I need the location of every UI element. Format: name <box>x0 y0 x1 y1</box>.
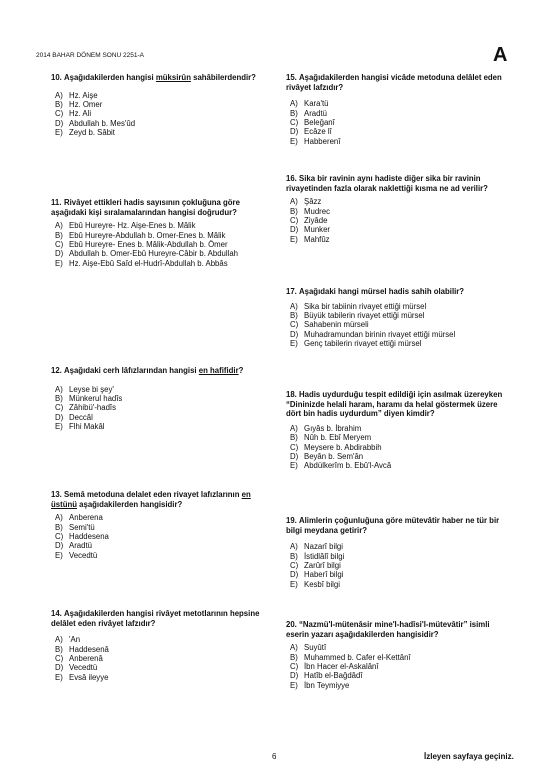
option-a[interactable]: A) Anberena <box>55 513 103 523</box>
exam-header: 2014 BAHAR DÖNEM SONU 2251-A <box>36 52 145 59</box>
option-c[interactable]: C) Haddesena <box>55 532 109 541</box>
option-d[interactable]: D) Munker <box>290 225 330 235</box>
option-b[interactable]: B) İstidlâlî bilgi <box>290 551 345 561</box>
option-c[interactable]: C) İbn Hacer el-Askalânî <box>290 662 379 671</box>
question-11: 11. Rivâyet ettikleri hadis sayısının çokluğuna göre aşağıdaki kişi sıralamalarından hangisi doğrudur? A) Ebû Hureyre- Hz. Aişe-Enes b. Mâlik B) Ebû Hureyre-Abdullah b. Omer-Enes b. Mâlik C) Ebû Hureyre- Enes b. Mâlik-Abdullah b. Ömer D) Abdullah b. Omer-Ebû Hureyre-Câbir b. Abdullah E) Hz. Aişe-Ebû Saîd el-Hudrî-Abdullah b. Abbâs <box>51 198 273 268</box>
next-page-note: İzleyen sayfaya geçiniz. <box>424 752 514 761</box>
question-12: 12. Aşağıdaki cerh lâfızlarından hangisi en hafifidir? A) Leyse bi şey' B) Münkerul hadîs C) Zâhibü'-hadîs D) Deccâl E) Flhi Makâl <box>51 366 273 432</box>
option-c[interactable]: C) Beleğanî <box>290 118 335 127</box>
option-b[interactable]: B) Muhammed b. Cafer el-Kettânî <box>290 652 411 662</box>
option-a[interactable]: A) Ebû Hureyre- Hz. Aişe-Enes b. Mâlik <box>55 221 196 231</box>
option-a[interactable]: A) Gıyâs b. İbrahim <box>290 423 362 433</box>
option-d[interactable]: D) Haberî bilgi <box>290 570 344 580</box>
option-b[interactable]: B) Haddesenâ <box>55 644 109 654</box>
option-a[interactable]: A) Hz. Aişe <box>55 90 98 100</box>
option-e[interactable]: E) Mahfûz <box>290 234 330 244</box>
option-a[interactable]: A) Nazarî bilgi <box>290 542 343 552</box>
question-14: 14. Aşağıdakilerden hangisi rivâyet metotlarının hepsine delâlet eden rivâyet lafzıdır? A) 'An B) Haddesenâ C) Anberenâ D) Vecedtü E) Evsâ ileyye <box>51 609 273 682</box>
option-b[interactable]: B) Semi'tü <box>55 522 95 532</box>
option-e[interactable]: E) Flhi Makâl <box>55 422 105 432</box>
question-13: 13. Semâ metoduna delalet eden rivayet lafızlarının en üstünü aşağıdakilerden hangisidir? A) Anberena B) Semi'tü C) Haddesena D) Aradtü E) Vecedtü <box>51 490 273 560</box>
question-19: 19. Alimlerin çoğunluğuna göre mütevâtir haber ne tür bir bilgi meydana getirir? A) Nazarî bilgi B) İstidlâlî bilgi C) Zarûrî bilgi D) Haberî bilgi E) Kesbî bilgi <box>286 516 508 589</box>
option-c[interactable]: C) Ziyâde <box>290 216 328 225</box>
page-number: 6 <box>272 752 277 761</box>
option-a[interactable]: A) Şâzz <box>290 197 322 207</box>
option-d[interactable]: D) Muhadramundan birinin rivayet ettiği mürsel <box>290 329 456 339</box>
option-a[interactable]: A) Kara'tü <box>290 99 329 109</box>
option-c[interactable]: C) Zâhibü'-hadîs <box>55 403 116 413</box>
option-a[interactable]: A) Sika bir tabiinin rivayet ettiği mürsel <box>290 301 427 311</box>
booklet-letter: A <box>493 44 508 66</box>
option-c[interactable]: C) Ebû Hureyre- Enes b. Mâlik-Abdullah b. Ömer <box>55 240 228 249</box>
question-16: 16. Sika bir ravinin aynı hadiste diğer sika bir ravinin rivayetinden fazla olarak naklettiği kısma ne ad verilir? A) Şâzz B) Mudrec C) Ziyâde D) Munker E) Mahfûz <box>286 174 508 244</box>
option-e[interactable]: E) Vecedtü <box>55 550 98 560</box>
option-b[interactable]: B) Mudrec <box>290 206 330 216</box>
option-d[interactable]: D) Beyân b. Sem'ân <box>290 452 364 461</box>
option-d[interactable]: D) Hatîb el-Bağdâdî <box>290 671 363 681</box>
option-c[interactable]: C) Hz. Ali <box>55 109 92 119</box>
option-e[interactable]: E) Zeyd b. Sâbit <box>55 128 115 138</box>
option-c[interactable]: C) Zarûrî bilgi <box>290 561 341 570</box>
option-d[interactable]: D) Aradtü <box>55 541 92 551</box>
option-c[interactable]: C) Sahabenin mürseli <box>290 320 369 330</box>
option-e[interactable]: E) Genç tabilerin rivayet ettiği mürsel <box>290 339 422 349</box>
option-e[interactable]: E) Kesbî bilgi <box>290 579 340 589</box>
option-d[interactable]: D) Deccâl <box>55 412 93 422</box>
option-d[interactable]: D) Abdullah b. Mes'ûd <box>55 118 136 128</box>
option-d[interactable]: D) Abdullah b. Omer-Ebû Hureyre-Câbir b. Abdullah <box>55 249 239 259</box>
question-10: 10. Aşağıdakilerden hangisi müksirûn sahâbilerdendir? A) Hz. Aişe B) Hz. Omer C) Hz. Ali D) Abdullah b. Mes'ûd E) Zeyd b. Sâbit <box>51 73 273 138</box>
option-b[interactable]: B) Büyük tabilerin rivayet ettiği mürsel <box>290 311 425 320</box>
option-e[interactable]: E) Hz. Aişe-Ebû Saîd el-Hudrî-Abdullah b. Abbâs <box>55 258 228 268</box>
question-15: 15. Aşağıdakilerden hangisi vicâde metoduna delâlet eden rivâyet lafzıdır? A) Kara'tü B) Aradtü C) Beleğanî D) Ecâze lî E) Habberenî <box>286 73 508 146</box>
option-a[interactable]: A) 'An <box>55 635 81 645</box>
option-b[interactable]: B) Nûh b. Ebî Meryem <box>290 433 372 443</box>
option-b[interactable]: B) Aradtü <box>290 108 327 118</box>
question-20: 20. “Nazmü'l-mütenâsir mine'l-hadîsi'l-mütevâtir” isimli eserin yazarı aşağıdakilerden hangisidir? A) Suyûtî B) Muhammed b. Cafer el-Kettânî C) İbn Hacer el-Askalânî D) Hatîb el-Bağdâdî E) İbn Teymiyye <box>286 620 508 690</box>
option-c[interactable]: C) Anberenâ <box>55 654 103 663</box>
option-d[interactable]: D) Vecedtü <box>55 663 98 673</box>
option-e[interactable]: E) Evsâ ileyye <box>55 672 109 682</box>
option-d[interactable]: D) Ecâze lî <box>290 127 332 137</box>
option-b[interactable]: B) Ebû Hureyre-Abdullah b. Omer-Enes b. Mâlik <box>55 230 226 240</box>
option-e[interactable]: E) Habberenî <box>290 136 341 146</box>
question-18: 18. Hadis uydurduğu tespit edildiği için asılmak üzereyken “Dininizde helali haram, haramı da helal göstermek üzere dört bin hadis uydurdum” diyen kimdir? A) Gıyâs b. İbrahim B) Nûh b. Ebî Meryem C) Meysere b. Abdirabbih D) Beyân b. Sem'ân E) Abdülkerîm b. Ebû'l-Avcâ <box>286 390 508 471</box>
option-b[interactable]: B) Münkerul hadîs <box>55 394 123 403</box>
option-e[interactable]: E) Abdülkerîm b. Ebû'l-Avcâ <box>290 461 392 471</box>
option-c[interactable]: C) Meysere b. Abdirabbih <box>290 442 382 452</box>
option-b[interactable]: B) Hz. Omer <box>55 100 103 109</box>
question-17: 17. Aşağıdaki hangi mürsel hadis sahih olabilir? A) Sika bir tabiinin rivayet ettiği mürsel B) Büyük tabilerin rivayet ettiği mürsel C) Sahabenin mürseli D) Muhadramundan birinin rivayet ettiği mürsel E) Genç tabilerin rivayet ettiği mürsel <box>286 287 508 349</box>
option-a[interactable]: A) Suyûtî <box>290 643 327 653</box>
option-e[interactable]: E) İbn Teymiyye <box>290 680 350 690</box>
option-a[interactable]: A) Leyse bi şey' <box>55 384 114 394</box>
